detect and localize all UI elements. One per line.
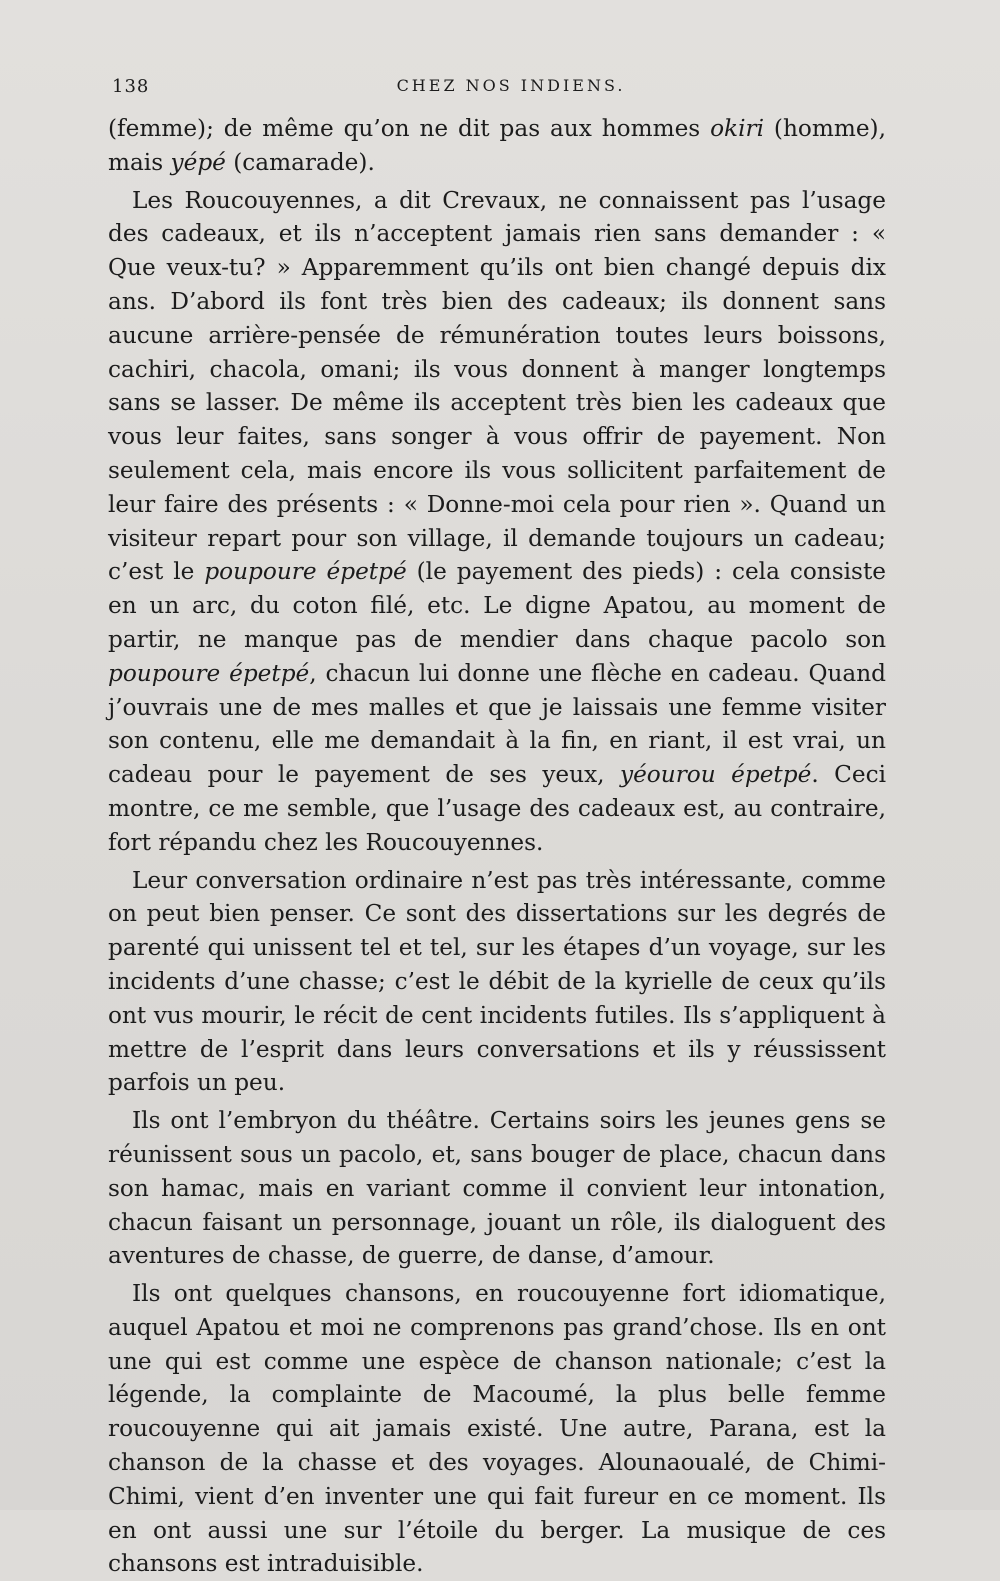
italic-term: okiri: [710, 115, 765, 142]
running-title: CHEZ NOS INDIENS.: [396, 76, 626, 95]
text-run: (le payement des pieds) : cela consiste en un arc, du coton filé, etc. Le digne Apatou, au moment de partir, ne manque pas de mendier dans chaque pacolo son: [108, 558, 886, 653]
paragraph: [108, 112, 886, 180]
text-run: Ils ont l’embryon du théâtre. Certains soirs les jeunes gens se réunissent sous un pacolo, et, sans bouger de place, chacun dans son hamac, mais en variant comme il convient leur intonation, chacun faisant un personnage, jouant un rôle, ils dialoguent des aventures de chasse, de guerre, de danse, d’amour.: [108, 1107, 886, 1270]
text-run: Leur conversation ordinaire n’est pas très intéressante, comme on peut bien penser. Ce sont des dissertations sur les degrés de parenté qui unissent tel et tel, sur les étapes d’un voyage, sur les incidents d’une chasse; c’est le débit de la kyrielle de ceux qu’ils ont vus mourir, le récit de cent incidents futiles. Ils s’appliquent à mettre de l’esprit dans leurs conversations et ils y réussissent parfois un peu.: [108, 866, 886, 1097]
paragraph: [108, 184, 886, 860]
text-run: (camarade).: [225, 148, 375, 176]
paragraph: [108, 864, 886, 1101]
italic-term: yépé: [170, 148, 226, 176]
italic-term: poupoure épetpé: [108, 659, 310, 687]
text-run: (homme), mais: [108, 115, 886, 176]
running-head: [106, 72, 886, 102]
page-number: 138: [112, 76, 150, 97]
italic-term: yéourou épetpé: [619, 761, 812, 789]
text-run: . Ceci montre, ce me semble, que l’usage des cadeaux est, au contraire, fort répandu chez les Roucouyennes.: [108, 761, 886, 856]
text-run: Ils ont quelques chansons, en roucouyenne fort idiomatique, auquel Apatou et moi ne comprenons pas grand’chose. Ils en ont une qui est comme une espèce de chanson nationale; c’est la légende, la complainte de Macoumé, la plus belle femme roucouyenne qui ait jamais existé. Une autre, Parana, est la chanson de la chasse et des voyages. Alounaoualé, de Chimi-Chimi, vient d’en inventer une qui fait fureur en ce moment. Ils en ont aussi une sur l’étoile du berger. La musique de ces chansons est intraduisible.: [108, 1280, 886, 1578]
text-run: (femme); de même qu’on ne dit pas aux hommes: [108, 115, 711, 142]
paragraph: [108, 1277, 886, 1581]
italic-term: poupoure épetpé: [204, 558, 407, 586]
text-run: , chacun lui donne une flèche en cadeau. Quand j’ouvrais une de mes malles et que je laissais une femme visiter son contenu, elle me demandait à la fin, en riant, il est vrai, un cadeau pour le payement de ses yeux,: [108, 659, 886, 789]
paragraph: [108, 1104, 886, 1273]
body-text: [108, 112, 886, 1581]
text-run: Les Roucouyennes, a dit Crevaux, ne connaissent pas l’usage des cadeaux, et ils n’acceptent jamais rien sans demander : « Que veux-tu? » Apparemment qu’ils ont bien changé depuis dix ans. D’abord ils font très bien des cadeaux; ils donnent sans aucune arrière-pensée de rémunération toutes leurs boissons, cachiri, chacola, omani; ils vous donnent à manger longtemps sans se lasser. De même ils acceptent très bien les cadeaux que vous leur faites, sans songer à vous offrir de payement. Non seulement cela, mais encore ils vous sollicitent parfaitement de leur faire des présents : « Donne-moi cela pour rien ». Quand un visiteur repart pour son village, il demande toujours un cadeau; c’est le: [108, 186, 886, 586]
